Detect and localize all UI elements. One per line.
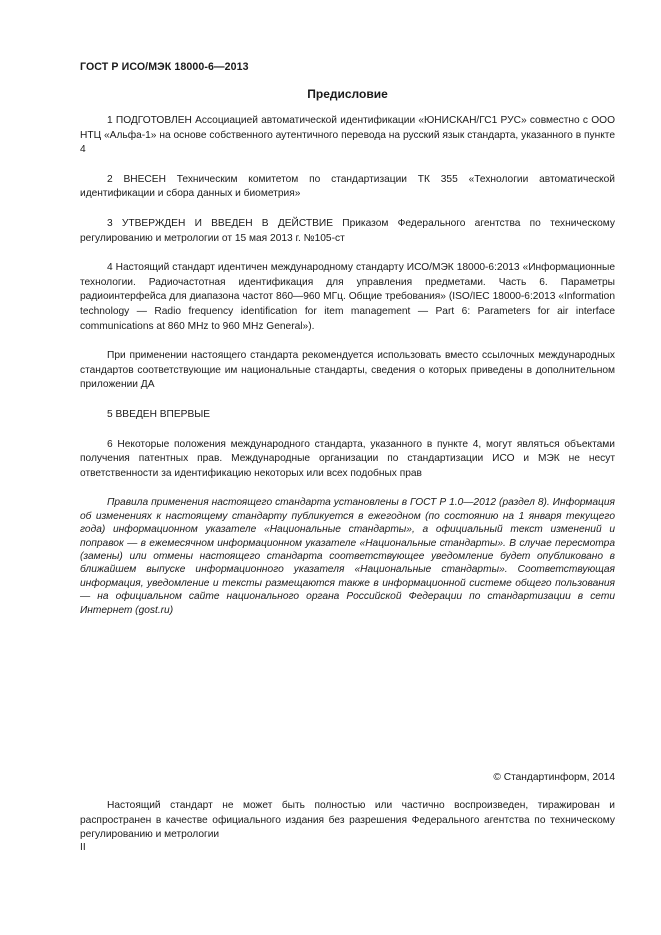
paragraph-patents: 6 Некоторые положения международного стандарта, указанного в пункте 4, могут являться объектами получения патентных прав. Международные организации по стандартизации ИСО и МЭК не несут ответственности за идентификацию некоторых или всех подобных прав	[80, 438, 615, 479]
paragraph-references: При применении настоящего стандарта рекомендуется использовать вместо ссылочных международных стандартов соответствующие им национальные стандарты, сведения о которых приведены в дополнительном приложении ДА	[80, 350, 615, 391]
paragraph-submitted: 2 ВНЕСЕН Техническим комитетом по стандартизации ТК 355 «Технологии автоматической идентификации и сбора данных и биометрия»	[80, 173, 615, 200]
paragraph-approved: 3 УТВЕРЖДЕН И ВВЕДЕН В ДЕЙСТВИЕ Приказом Федерального агентства по техническому регулированию и метрологии от 15 мая 2013 г. №105-ст	[80, 217, 615, 244]
page-title: Предисловие	[307, 87, 388, 101]
paragraph-first-introduced: 5 ВВЕДЕН ВПЕРВЫЕ	[107, 408, 211, 420]
copyright-line: © Стандартинформ, 2014	[493, 772, 615, 783]
reproduction-notice: Настоящий стандарт не может быть полностью или частично воспроизведен, тиражирован и распространен в качестве официального издания без разрешения Федерального агентства по техническому регулированию и метрологии	[80, 800, 615, 841]
paragraph-identical: 4 Настоящий стандарт идентичен международному стандарту ИСО/МЭК 18000-6:2013 «Информационные технологии. Радиочастотная идентификация для управления предметами. Часть 6. Параметры радиоинтерфейса для диапазона частот 860—960 МГц. Общие требования» (ISO/IEC 18000-6:2013 «Information technology — Radio frequency identification for item management — Part 6: Parameters for air interface communications at 860 MHz to 960 MHz General»).	[80, 262, 615, 332]
paragraph-prepared: 1 ПОДГОТОВЛЕН Ассоциацией автоматической идентификации «ЮНИСКАН/ГС1 РУС» совместно с ООО НТЦ «Альфа-1» на основе собственного аутентичного перевода на русский язык стандарта, указанного в пункте 4	[80, 115, 615, 156]
rules-note: Правила применения настоящего стандарта установлены в ГОСТ Р 1.0—2012 (раздел 8). Информация об изменениях к настоящему стандарту публикуется в ежегодном (по состоянию на 1 января текущего года) информационном указателе «Национальные стандарты», а официальный текст изменений и поправок — в ежемесячном информационном указателе «Национальные стандарты». В случае пересмотра (замены) или отмены настоящего стандарта соответствующее уведомление будет опубликовано в ближайшем выпуске информационного указателя «Национальные стандарты». Соответствующая информация, уведомление и тексты размещаются также в информационной системе общего пользования — на официальном сайте национального органа Российской Федерации по стандартизации в сети Интернет (gost.ru)	[80, 497, 615, 616]
standard-designation: ГОСТ Р ИСО/МЭК 18000-6—2013	[80, 61, 249, 73]
page-number: II	[80, 842, 86, 853]
foreword-body	[80, 114, 615, 632]
